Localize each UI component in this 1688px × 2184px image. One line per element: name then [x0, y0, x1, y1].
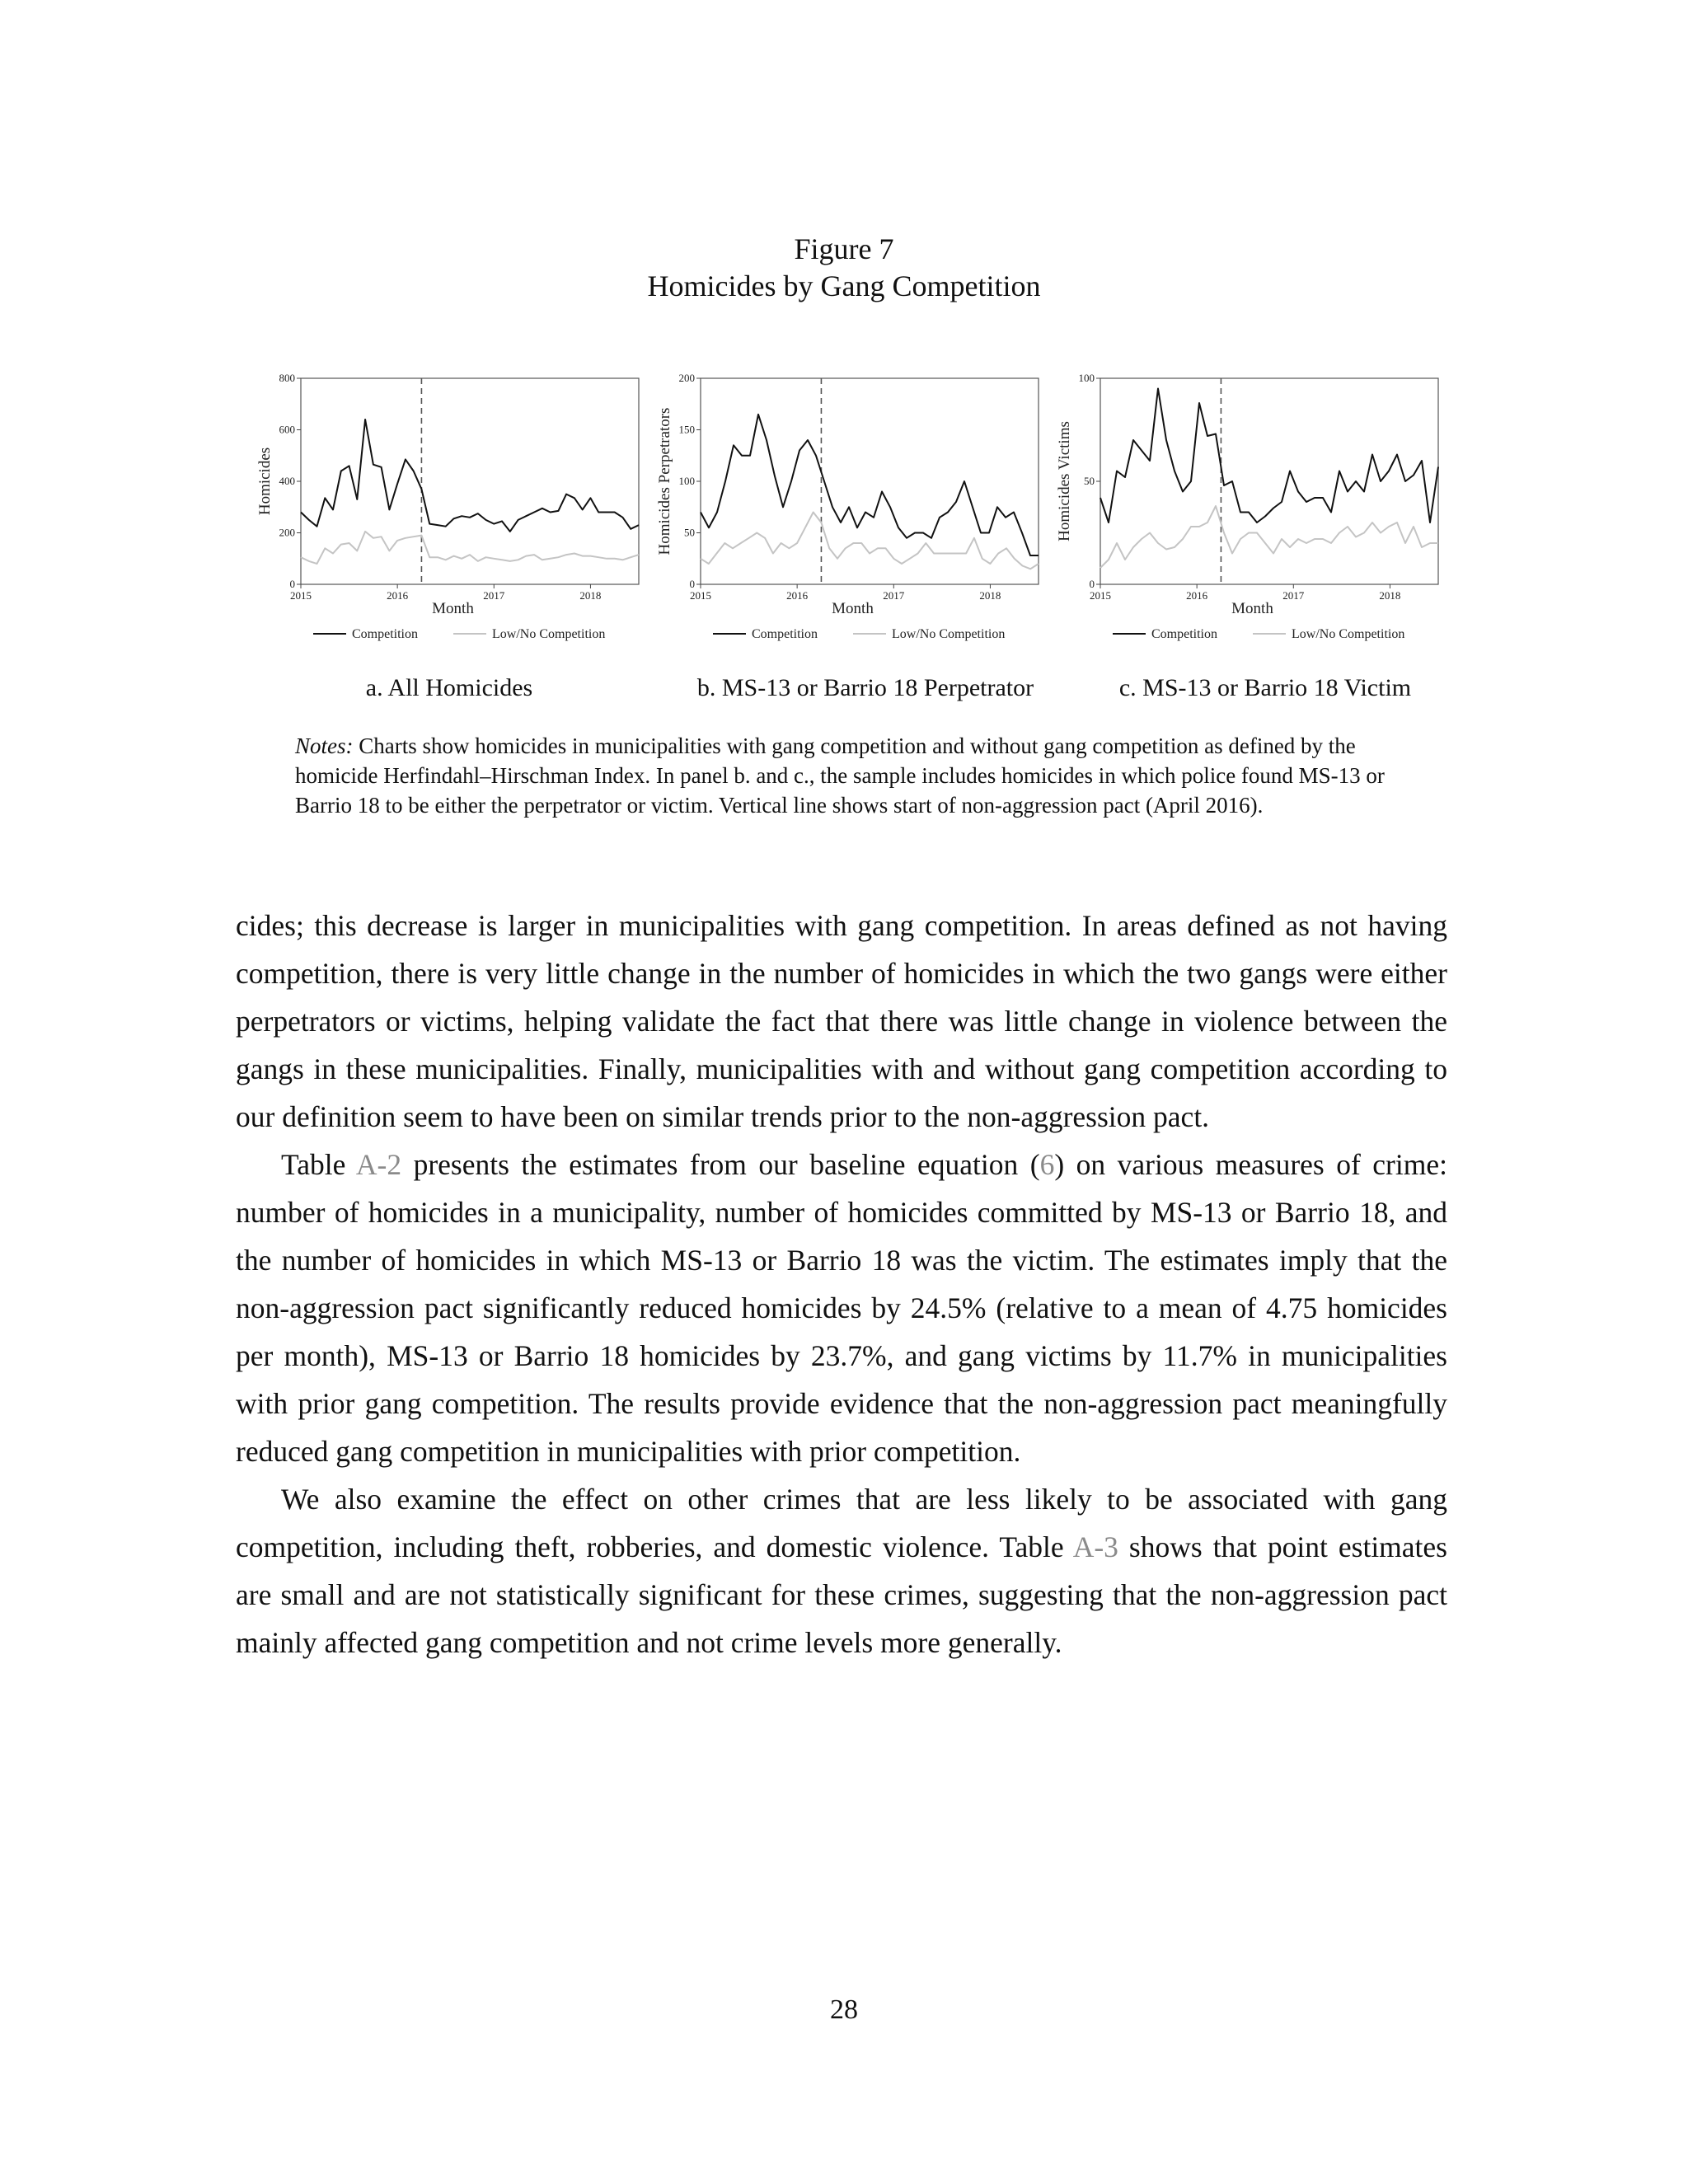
chart-a-xtick-label: 2017 [483, 589, 505, 602]
chart-c-legend-competition: Competition [1151, 627, 1217, 641]
chart-a-ytick-label: 600 [279, 423, 295, 436]
chart-b-ytick-label: 100 [678, 475, 695, 487]
chart-a-ytick-label: 400 [279, 475, 295, 487]
equation-ref-6[interactable]: 6 [1039, 1148, 1055, 1181]
table-ref-a3[interactable]: A-3 [1072, 1530, 1118, 1563]
chart-panel-c [1051, 371, 1455, 651]
chart-b-xtick-label: 2018 [979, 589, 1001, 602]
notes-text: Charts show homicides in municipalities with gang competition and without gang competition as defined by the homicide Herfindahl–Hirschman Index. In panel b. and c., the sample includes homicides in which police found MS-13 or Barrio 18 to be either the perpetrator or victim. Vertical line shows start of non-aggression pact (April 2016). [295, 733, 1385, 818]
chart-c-svg [1051, 371, 1455, 651]
chart-a-svg [251, 371, 655, 651]
body-text [236, 902, 1447, 1666]
paragraph-1: cides; this decrease is larger in municipalities with gang competition. In areas defined as not having competition, there is very little change in the number of homicides in which the two gangs were either perpetrators or victims, helping validate the fact that there was little change in violence between the gangs in these municipalities. Finally, municipalities with and without gang competition according to our definition seem to have been on similar trends prior to the non-aggression pact. [236, 909, 1447, 1133]
chart-a-xtick-label: 2016 [387, 589, 409, 602]
chart-a-ylabel: Homicides [256, 447, 274, 516]
chart-b-svg [651, 371, 1055, 651]
chart-a-legend-low-no: Low/No Competition [492, 627, 606, 641]
chart-c-series-competition [1100, 389, 1438, 523]
chart-a-series-low-no-competition [301, 532, 639, 564]
chart-a-legend-competition: Competition [352, 627, 418, 641]
figure-notes [295, 731, 1400, 820]
chart-b-ytick-label: 150 [678, 423, 695, 436]
page-number: 28 [830, 1994, 858, 2025]
chart-b-series-low-no-competition [701, 513, 1039, 569]
chart-b-series-competition [701, 415, 1039, 555]
chart-b-ytick-label: 0 [689, 578, 695, 590]
chart-a-xtick-label: 2015 [290, 589, 312, 602]
chart-c-ytick-label: 100 [1078, 372, 1095, 384]
chart-a-ytick-label: 800 [279, 372, 295, 384]
chart-c-xtick-label: 2015 [1090, 589, 1111, 602]
chart-panel-b [651, 371, 1055, 651]
p2-text-b: presents the estimates from our baseline equation ( [401, 1148, 1040, 1181]
chart-c-xtick-label: 2016 [1186, 589, 1208, 602]
paragraph-2 [236, 1141, 1447, 1475]
chart-c-xtick-label: 2018 [1379, 589, 1401, 602]
chart-b-xtick-label: 2015 [690, 589, 711, 602]
chart-b-ylabel: Homicides Perpetrators [656, 407, 673, 555]
p2-text-a: Table [281, 1148, 356, 1181]
chart-a-series-competition [301, 419, 639, 532]
chart-b-ytick-label: 200 [678, 372, 695, 384]
chart-a-frame [301, 378, 639, 584]
chart-a-ytick-label: 200 [279, 526, 295, 539]
chart-b-ytick-label: 50 [684, 526, 695, 539]
chart-b-xlabel: Month [832, 600, 874, 617]
chart-c-xlabel: Month [1231, 600, 1273, 617]
p3-text-b: shows that point estimates are small and are not statistically significant for these crimes, suggesting that the non-aggression pact mainly affected gang competition and not crime levels more generally. [236, 1530, 1447, 1659]
chart-c-legend-low-no: Low/No Competition [1292, 627, 1405, 641]
chart-a-xlabel: Month [432, 600, 474, 617]
chart-panel-a [251, 371, 655, 651]
chart-b-xtick-label: 2016 [786, 589, 809, 602]
chart-c-ytick-label: 0 [1089, 578, 1095, 590]
chart-b-xtick-label: 2017 [883, 589, 905, 602]
chart-a-ytick-label: 0 [289, 578, 295, 590]
chart-c-ytick-label: 50 [1084, 475, 1095, 487]
caption-a: a. All Homicides [365, 674, 533, 701]
p2-text-c: ) on various measures of crime: number of homicides in a municipality, number of homicides committed by MS-13 or Barrio 18, and the number of homicides in which MS-13 or Barrio 18 was the victim. The estimates imply that the non-aggression pact significantly reduced homicides by 24.5% (relative to a mean of 4.75 homicides per month), MS-13 or Barrio 18 homicides by 23.7%, and gang victims by 11.7% in municipalities with prior gang competition. The results provide evidence that the non-aggression pact meaningfully reduced gang competition in municipalities with prior competition. [236, 1148, 1447, 1468]
caption-c: c. MS-13 or Barrio 18 Victim [1118, 674, 1412, 701]
chart-a-xtick-label: 2018 [579, 589, 602, 602]
chart-c-series-low-no-competition [1100, 506, 1438, 568]
figure-label: Figure 7 [794, 232, 894, 265]
chart-b-legend-low-no: Low/No Competition [892, 627, 1006, 641]
p3-text-a: We also examine the effect on other crimes that are less likely to be associated with gang competition, including theft, robberies, and domestic violence. Table [236, 1483, 1447, 1563]
caption-b: b. MS-13 or Barrio 18 Perpetrator [696, 674, 1034, 701]
table-ref-a2[interactable]: A-2 [355, 1148, 402, 1181]
chart-c-frame [1100, 378, 1438, 584]
chart-c-ylabel: Homicides Victims [1056, 421, 1073, 541]
paragraph-3 [236, 1475, 1447, 1666]
figure-title: Homicides by Gang Competition [647, 269, 1041, 302]
chart-b-legend-competition: Competition [752, 627, 818, 641]
chart-c-xtick-label: 2017 [1282, 589, 1305, 602]
notes-label: Notes: [295, 733, 354, 758]
